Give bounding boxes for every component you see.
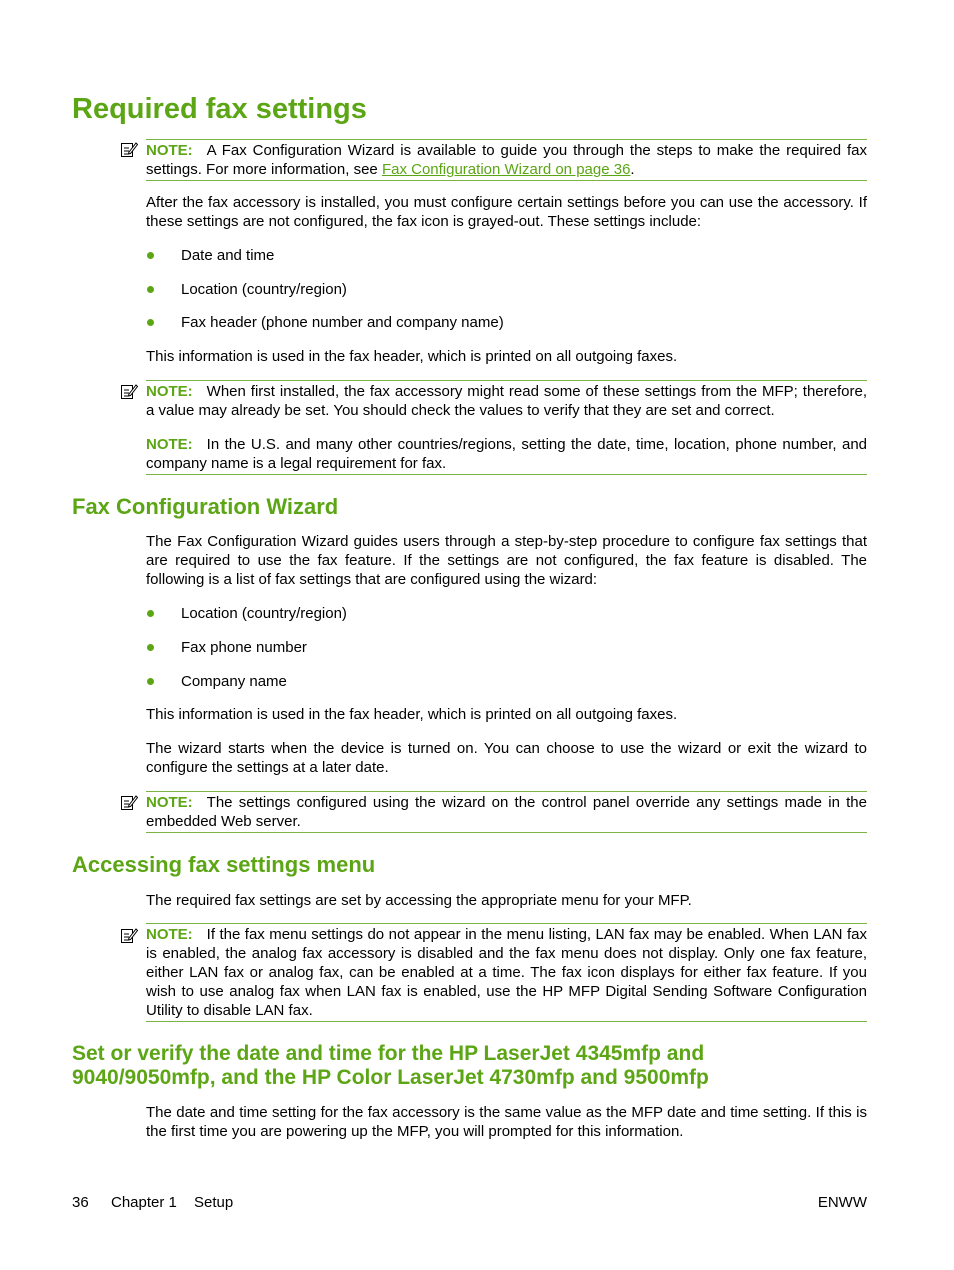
note-icon xyxy=(120,140,138,158)
bullet-icon xyxy=(147,678,154,685)
footer-section: Setup xyxy=(194,1194,234,1211)
bullet-icon xyxy=(147,610,154,617)
note-label: NOTE: xyxy=(146,794,193,811)
note-label: NOTE: xyxy=(146,142,193,159)
footer-right: ENWW xyxy=(817,1194,867,1211)
note-text: NOTE: In the U.S. and many other countries/regions, setting the date, time, location, phone number, and company name is a legal requirement for fax. xyxy=(146,436,867,472)
section-heading-menu: Accessing fax settings menu xyxy=(72,852,376,877)
fax-wizard-link[interactable]: Fax Configuration Wizard on page 36 xyxy=(381,161,631,178)
info-paragraph: This information is used in the fax header, which is printed on all outgoing faxes. xyxy=(146,348,678,365)
note-text: NOTE: A Fax Configuration Wizard is available to guide you through the steps to make the required fax settings. For more information, see Fax Configuration Wizard on page 36. xyxy=(146,142,867,178)
note-text: NOTE: The settings configured using the wizard on the control panel override any settings made in the embedded Web server. xyxy=(146,794,867,830)
note-label: NOTE: xyxy=(146,926,193,943)
footer-page-number: 36 xyxy=(72,1194,89,1211)
section-heading-wizard: Fax Configuration Wizard xyxy=(72,494,339,519)
bullet-icon xyxy=(147,644,154,651)
note-box xyxy=(146,380,867,475)
note-text: NOTE: When first installed, the fax accessory might read some of these settings from the MFP; therefore, a value may already be set. You should check the values to verify that they are set and correct. xyxy=(146,383,867,419)
note-box xyxy=(146,791,867,833)
wizard-intro-paragraph: The Fax Configuration Wizard guides users through a step-by-step procedure to configure fax settings that are required to use the fax feature. If the settings are not configured, the fax feature is disabled. The following is a list of fax settings that are configured using the wizard: xyxy=(146,533,867,588)
wizard-info-paragraph: This information is used in the fax header, which is printed on all outgoing faxes. xyxy=(146,706,678,723)
section-heading-datetime-line1: Set or verify the date and time for the HP LaserJet 4345mfp and xyxy=(72,1042,705,1065)
note-icon xyxy=(120,926,138,944)
note-box xyxy=(146,139,867,181)
page-title: Required fax settings xyxy=(72,93,367,125)
bullet-icon xyxy=(147,286,154,293)
intro-paragraph: After the fax accessory is installed, you must configure certain settings before you can use the accessory. If these settings are not configured, the fax icon is grayed-out. These settings include: xyxy=(146,194,867,230)
section-heading-datetime-line2: 9040/9050mfp, and the HP Color LaserJet 4730mfp and 9500mfp xyxy=(72,1066,709,1089)
note-label: NOTE: xyxy=(146,383,193,400)
note-icon xyxy=(120,382,138,400)
datetime-paragraph: The date and time setting for the fax accessory is the same value as the MFP date and time setting. If this is the first time you are powering up the MFP, you will prompted for this information. xyxy=(146,1104,867,1140)
note-icon xyxy=(120,793,138,811)
note-label: NOTE: xyxy=(146,436,193,453)
bullet-icon xyxy=(147,252,154,259)
bullet-icon xyxy=(147,319,154,326)
menu-paragraph: The required fax settings are set by accessing the appropriate menu for your MFP. xyxy=(146,892,692,909)
note-text: NOTE: If the fax menu settings do not appear in the menu listing, LAN fax may be enabled. When LAN fax is enabled, the analog fax accessory is disabled and the fax menu does not display. Only one fax feature, either LAN fax or analog fax, can be enabled at a time. The fax icon displays for either fax feature. If you wish to use analog fax when LAN fax is enabled, use the HP MFP Digital Sending Software Configuration Utility to disable LAN fax. xyxy=(146,926,867,1019)
wizard-starts-paragraph: The wizard starts when the device is turned on. You can choose to use the wizard or exit the wizard to configure the settings at a later date. xyxy=(146,740,867,776)
note-box xyxy=(146,923,867,1022)
footer-chapter: Chapter 1 xyxy=(111,1194,177,1211)
